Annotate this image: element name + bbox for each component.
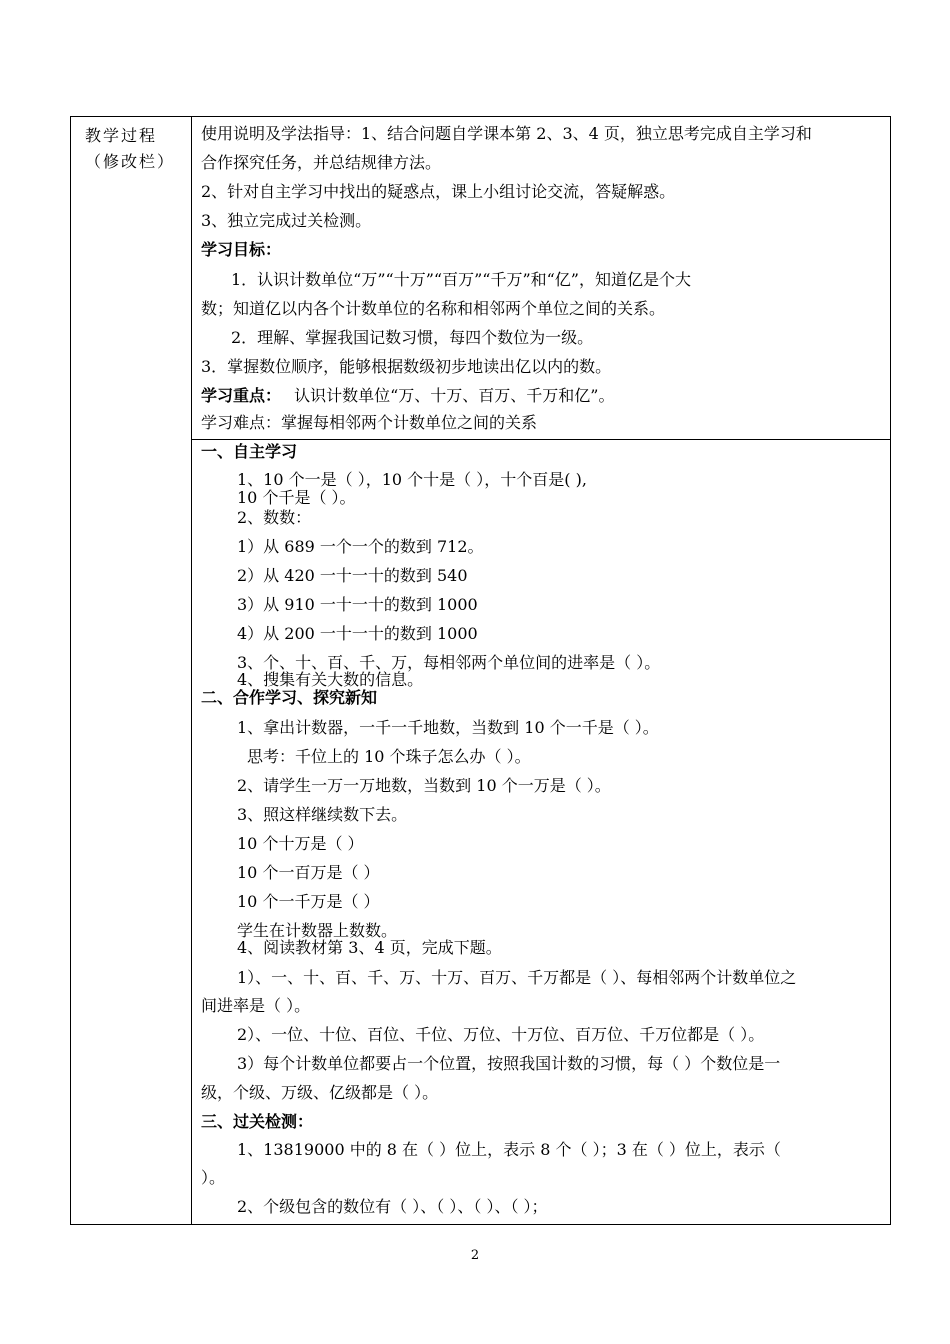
cooperative-line: 2）、一位、十位、百位、千位、万位、十万位、百万位、千万位都是（ ）。 bbox=[237, 1025, 765, 1044]
self-study-line: 1）从 689 一个一个的数到 712。 bbox=[237, 537, 484, 556]
difficulty-line: 学习难点：掌握每相邻两个计数单位之间的关系 bbox=[201, 413, 538, 432]
objective-line: 数；知道亿以内各个计数单位的名称和相邻两个单位之间的关系。 bbox=[201, 299, 666, 318]
cooperative-line: 级，个级、万级、亿级都是（ ）。 bbox=[201, 1083, 439, 1102]
objectives-heading: 学习目标： bbox=[201, 240, 282, 259]
section-cooperative-title: 二、合作学习、探究新知 bbox=[201, 688, 378, 707]
checkpoint-line: ）。 bbox=[201, 1168, 226, 1187]
section-self-study-title: 一、自主学习 bbox=[201, 442, 298, 461]
column-divider bbox=[191, 117, 192, 1224]
cooperative-line: 思考：千位上的 10 个珠子怎么办（ ）。 bbox=[247, 747, 531, 766]
cooperative-line: 2、请学生一万一万地数，当数到 10 个一万是（ ）。 bbox=[237, 776, 611, 795]
cooperative-line: 3、照这样继续数下去。 bbox=[237, 805, 408, 824]
page-number: 2 bbox=[470, 1248, 480, 1263]
cooperative-line: 3）每个计数单位都要占一个位置，按照我国计数的习惯，每（ ）个数位是一 bbox=[237, 1054, 781, 1073]
self-study-line: 4、搜集有关大数的信息。 bbox=[237, 670, 424, 689]
self-study-line: 10 个千是（ ）。 bbox=[237, 488, 356, 507]
cooperative-line: 10 个一千万是（ ） bbox=[237, 892, 380, 911]
self-study-line: 2）从 420 一十一十的数到 540 bbox=[237, 566, 468, 585]
left-column-label bbox=[85, 123, 189, 175]
self-study-line: 2、数数： bbox=[237, 508, 312, 527]
self-study-line: 3、个、十、百、千、万，每相邻两个单位间的进率是（ ）。 bbox=[237, 653, 661, 672]
self-study-line: 3）从 910 一十一十的数到 1000 bbox=[237, 595, 478, 614]
checkpoint-line: 2、个级包含的数位有（ ）、（ ）、（ ）、（ ）； bbox=[237, 1197, 548, 1216]
guide-line: 使用说明及学法指导：1、结合问题自学课本第 2、3、4 页，独立思考完成自主学习和 bbox=[201, 124, 812, 143]
cooperative-line: 10 个十万是（ ） bbox=[237, 834, 364, 853]
cooperative-line: 间进率是（ ）。 bbox=[201, 996, 311, 1015]
guide-line: 2、针对自主学习中找出的疑惑点，课上小组讨论交流，答疑解惑。 bbox=[201, 182, 676, 201]
section-checkpoint-title: 三、过关检测： bbox=[201, 1112, 314, 1131]
key-point-text: 认识计数单位“万、十万、百万、千万和亿”。 bbox=[294, 386, 615, 405]
cooperative-line: 1、拿出计数器，一千一千地数，当数到 10 个一千是（ ）。 bbox=[237, 718, 659, 737]
row-divider bbox=[191, 439, 890, 440]
label-teaching-process: 教学过程 bbox=[85, 126, 158, 145]
lesson-table bbox=[70, 116, 891, 1225]
objective-line: 3．掌握数位顺序，能够根据数级初步地读出亿以内的数。 bbox=[201, 357, 612, 376]
objective-line: 1．认识计数单位“万”“十万”“百万”“千万”和“亿”，知道亿是个大 bbox=[231, 270, 691, 289]
objective-line: 2．理解、掌握我国记数习惯，每四个数位为一级。 bbox=[231, 328, 594, 347]
key-point-label: 学习重点： bbox=[201, 386, 282, 405]
guide-line: 合作探究任务，并总结规律方法。 bbox=[201, 153, 442, 172]
guide-line: 3、独立完成过关检测。 bbox=[201, 211, 372, 230]
self-study-line: 4）从 200 一十一十的数到 1000 bbox=[237, 624, 478, 643]
key-point-line bbox=[201, 385, 614, 407]
self-study-line: 1、10 个一是（ ），10 个十是（ ），十个百是( ), bbox=[237, 470, 587, 489]
cooperative-line: 1）、一、十、百、千、万、十万、百万、千万都是（ ）、每相邻两个计数单位之 bbox=[237, 968, 797, 987]
cooperative-line: 4、阅读教材第 3、4 页，完成下题。 bbox=[237, 938, 502, 957]
cooperative-line: 学生在计数器上数数。 bbox=[237, 921, 398, 940]
checkpoint-line: 1、13819000 中的 8 在（ ）位上，表示 8 个（ ）；3 在（ ）位上，表示（ bbox=[237, 1140, 781, 1159]
label-revision-column: （修改栏） bbox=[85, 152, 176, 171]
cooperative-line: 10 个一百万是（ ） bbox=[237, 863, 380, 882]
